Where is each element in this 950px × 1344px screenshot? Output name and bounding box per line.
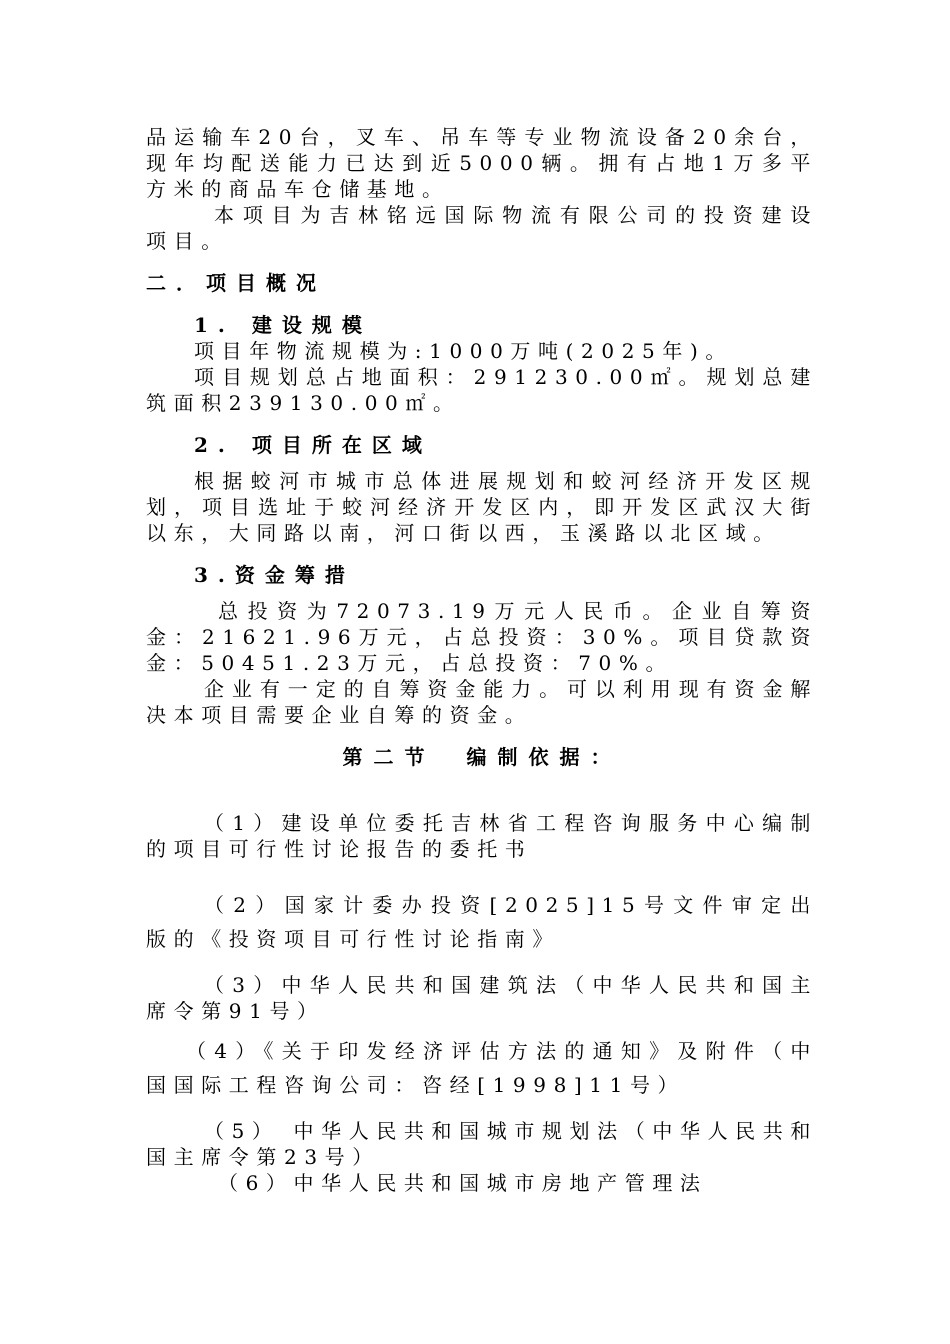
scale-line-1: 项目年物流规模为:1000万吨(2025年)。 [194, 339, 733, 363]
intro-paragraph-2: 本项目为吉林铭远国际物流有限公司的投资建设项目。 [146, 203, 818, 253]
subheading-region: 2. 项目所在区域 [194, 433, 432, 457]
basis-item-3: （3）中华人民共和国建筑法（中华人民共和国主席令第91号） [146, 973, 818, 1023]
subheading-scale: 1. 建设规模 [194, 313, 372, 337]
basis-item-1: （1）建设单位委托吉林省工程咨询服务中心编制的项目可行性讨论报告的委托书 [146, 811, 818, 861]
basis-item-4: （4）《关于印发经济评估方法的通知》及附件（中国国际工程咨询公司：咨经[1998]11号） [146, 1039, 818, 1097]
region-paragraph: 根据蛟河市城市总体进展规划和蛟河经济开发区规划，项目选址于蛟河经济开发区内，即开发区武汉大街以东，大同路以南，河口街以西，玉溪路以北区域。 [146, 469, 818, 545]
funding-paragraph-1: 总投资为72073.19万元人民币。企业自筹资金：21621.96万元，占总投资：30%。项目贷款资金：50451.23万元，占总投资：70%。 [146, 599, 818, 675]
subheading-funding: 3.资金筹措 [194, 563, 355, 587]
section-heading-overview: 二．项目概况 [146, 271, 326, 295]
intro-paragraph-1: 品运输车20台，叉车、吊车等专业物流设备20余台，现年均配送能力已达到近5000辆。拥有占地1万多平方米的商品车仓储基地。 [146, 125, 818, 201]
basis-item-2: （2）国家计委办投资[2025]15号文件审定出版的《投资项目可行性讨论指南》 [146, 893, 818, 951]
funding-paragraph-2: 企业有一定的自筹资金能力。可以利用现有资金解决本项目需要企业自筹的资金。 [146, 677, 818, 727]
basis-item-5: （5） 中华人民共和国城市规划法（中华人民共和国主席令第23号） [146, 1119, 818, 1169]
section-heading-basis: 第二节 编制依据： [342, 745, 622, 769]
scale-line-2: 项目规划总占地面积：291230.00㎡。规划总建筑面积239130.00㎡。 [146, 365, 818, 415]
document-page [146, 124, 818, 1196]
basis-item-6: （6）中华人民共和国城市房地产管理法 [218, 1171, 708, 1195]
